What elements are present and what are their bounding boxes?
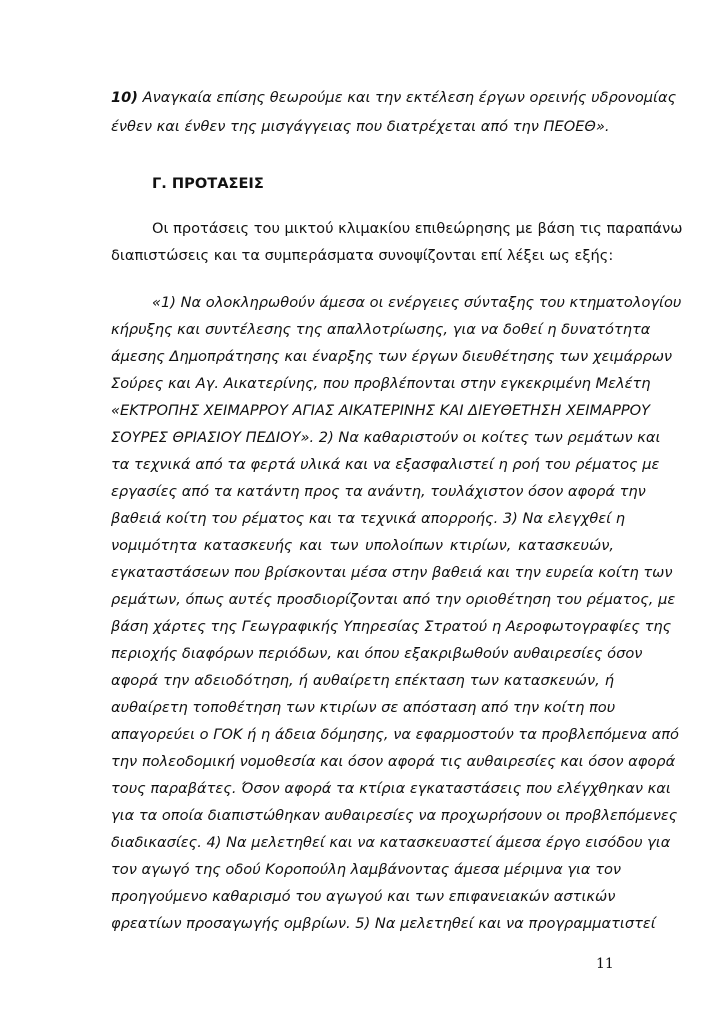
quote-line: βάση χάρτες της Γεωγραφικής Υπηρεσίας Στρατού η Αεροφωτογραφίες της (111, 618, 672, 635)
quote-line: φρεατίων προσαγωγής ομβρίων. 5) Να μελετηθεί και να προγραμματιστεί (111, 915, 656, 932)
quote-line: τα τεχνικά από τα φερτά υλικά και να εξασφαλιστεί η ροή του ρέματος με (111, 456, 660, 473)
item-10-text: Αναγκαία επίσης θεωρούμε και την εκτέλεση έργων ορεινής υδρονομίας (137, 89, 677, 106)
quote-line: για τα οποία διαπιστώθηκαν αυθαιρεσίες να προχωρήσουν οι προβλεπόμενες (111, 807, 678, 824)
quote-line: περιοχής διαφόρων περιόδων, και όπου εξακριβωθούν αυθαιρεσίες όσον (111, 645, 643, 662)
quote-line: κήρυξης και συντέλεσης της απαλλοτρίωσης, για να δοθεί η δυνατότητα (111, 321, 651, 338)
quote-line: αυθαίρετη τοποθέτηση των κτιρίων σε απόσταση από την κοίτη που (111, 699, 616, 716)
quote-line: προηγούμενο καθαρισμό του αγωγού και των επιφανειακών αστικών (111, 888, 616, 905)
quote-line: ΣΟΥΡΕΣ ΘΡΙΑΣΙΟΥ ΠΕΔΙΟΥ». 2) Να καθαριστούν οι κοίτες των ρεμάτων και (111, 429, 661, 446)
intro-line-2: διαπιστώσεις και τα συμπεράσματα συνοψίζονται επί λέξει ως εξής: (111, 247, 614, 264)
quote-line: διαδικασίες. 4) Να μελετηθεί και να κατασκευαστεί άμεσα έργο εισόδου για (111, 834, 671, 851)
quote-line: εργασίες από τα κατάντη προς τα ανάντη, τουλάχιστον όσον αφορά την (111, 483, 646, 500)
quote-line: άμεσης Δημοπράτησης και έναρξης των έργων διευθέτησης των χειμάρρων (111, 348, 673, 365)
quote-line: ρεμάτων, όπως αυτές προσδιορίζονται από την οριοθέτηση του ρέματος, με (111, 591, 676, 608)
quote-line: νομιμότητα κατασκευής και των υπολοίπων κτιρίων, κατασκευών, (111, 537, 614, 554)
quote-line: την πολεοδομική νομοθεσία και όσον αφορά τις αυθαιρεσίες και όσον αφορά (111, 753, 676, 770)
page-number: 11 (596, 956, 614, 972)
item-10-line-2: ένθεν και ένθεν της μισγάγγειας που διατρέχεται από την ΠΕΟΕΘ». (111, 118, 610, 135)
quote-line: «1) Να ολοκληρωθούν άμεσα οι ενέργειες σύνταξης του κτηματολογίου (152, 294, 682, 311)
quote-line: «ΕΚΤΡΟΠΗΣ ΧΕΙΜΑΡΡΟΥ ΑΓΙΑΣ ΑΙΚΑΤΕΡΙΝΗΣ ΚΑΙ ΔΙΕΥΘΕΤΗΣΗ ΧΕΙΜΑΡΡΟΥ (111, 402, 651, 419)
item-10-number: 10) (111, 89, 138, 106)
quote-line: Σούρες και Αγ. Αικατερίνης, που προβλέπονται στην εγκεκριμένη Μελέτη (111, 375, 651, 392)
quote-line: εγκαταστάσεων που βρίσκονται μέσα στην βαθειά και την ευρεία κοίτη των (111, 564, 673, 581)
quote-line: αφορά την αδειοδότηση, ή αυθαίρετη επέκταση των κατασκευών, ή (111, 672, 614, 689)
quote-line: απαγορεύει ο ΓΟΚ ή η άδεια δόμησης, να εφαρμοστούν τα προβλεπόμενα από (111, 726, 679, 743)
section-heading: Γ. ΠΡΟΤΑΣΕΙΣ (152, 175, 264, 192)
quote-line: βαθειά κοίτη του ρέματος και τα τεχνικά απορροής. 3) Να ελεγχθεί η (111, 510, 625, 527)
item-10-line-1 (111, 87, 677, 109)
quote-line: τους παραβάτες. Όσον αφορά τα κτίρια εγκαταστάσεις που ελέγχθηκαν και (111, 780, 671, 797)
intro-line-1: Οι προτάσεις του μικτού κλιμακίου επιθεώρησης με βάση τις παραπάνω (152, 220, 683, 237)
quote-line: τον αγωγό της οδού Κοροπούλη λαμβάνοντας άμεσα μέριμνα για τον (111, 861, 622, 878)
